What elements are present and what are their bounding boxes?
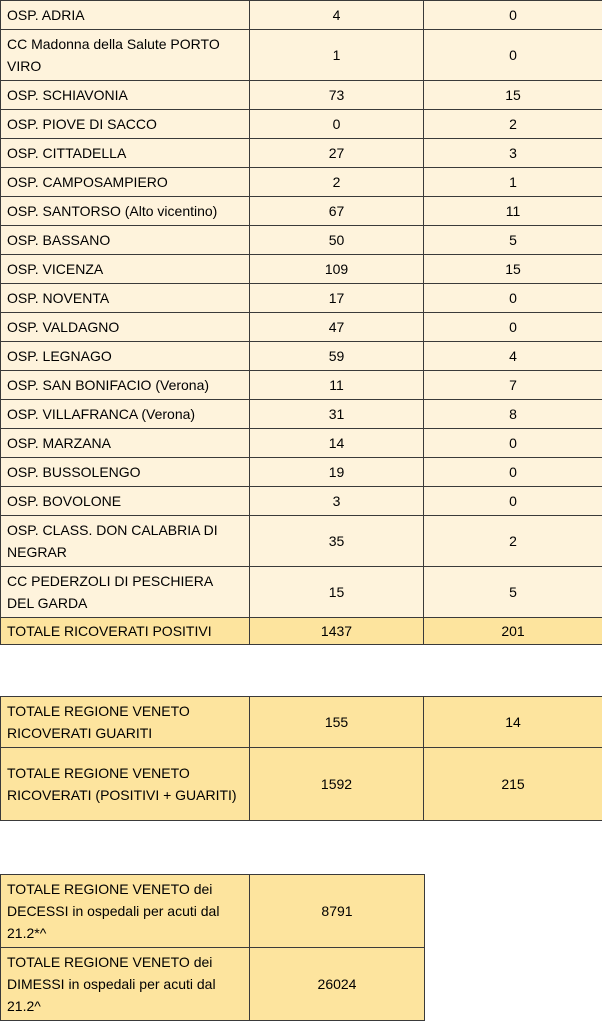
hospital-value-b: 15 [424,255,602,284]
hospital-value-b: 5 [424,567,602,618]
total-row [1,618,602,645]
hospital-value-b: 0 [424,487,602,516]
hospital-value-b: 0 [424,30,602,81]
hospital-value-b: 0 [424,458,602,487]
decessi-value: 8791 [250,875,425,948]
hospital-value-a: 4 [250,1,424,30]
hospital-name: OSP. SCHIAVONIA [1,81,250,110]
hospital-value-b: 15 [424,81,602,110]
hospital-value-b: 4 [424,342,602,371]
hospital-value-a: 11 [250,371,424,400]
table-row [1,197,602,226]
acuti-table [0,874,425,1021]
hospital-value-b: 0 [424,284,602,313]
hospital-name: CC Madonna della Salute PORTO VIRO [1,30,250,81]
hospital-value-b: 0 [424,313,602,342]
hospital-value-b: 2 [424,110,602,139]
table-row [1,1,602,30]
table-row [1,487,602,516]
dimessi-label: TOTALE REGIONE VENETO dei DIMESSI in ospedali per acuti dal 21.2^ [1,948,250,1021]
hospital-name: OSP. CLASS. DON CALABRIA DI NEGRAR [1,516,250,567]
hospital-name: OSP. BUSSOLENGO [1,458,250,487]
table-row [1,516,602,567]
table-row [1,30,602,81]
hospital-name: OSP. VICENZA [1,255,250,284]
total-value-a: 1437 [250,618,424,645]
hospital-value-a: 73 [250,81,424,110]
hospital-name: OSP. LEGNAGO [1,342,250,371]
hospital-value-a: 3 [250,487,424,516]
hospital-value-b: 2 [424,516,602,567]
region-total-label: TOTALE REGIONE VENETO RICOVERATI (POSITIVI + GUARITI) [1,748,250,821]
table-row [1,313,602,342]
hospital-value-a: 19 [250,458,424,487]
table-row [1,255,602,284]
hospital-value-a: 47 [250,313,424,342]
hospital-name: OSP. CAMPOSAMPIERO [1,168,250,197]
dimessi-row [1,948,425,1021]
table-row [1,371,602,400]
region-guariti-row [1,697,602,748]
hospital-name: OSP. VALDAGNO [1,313,250,342]
hospital-value-b: 3 [424,139,602,168]
decessi-label: TOTALE REGIONE VENETO dei DECESSI in ospedali per acuti dal 21.2*^ [1,875,250,948]
hospital-name: OSP. PIOVE DI SACCO [1,110,250,139]
hospital-value-a: 15 [250,567,424,618]
hospital-name: OSP. NOVENTA [1,284,250,313]
hospital-value-a: 109 [250,255,424,284]
hospital-name: OSP. CITTADELLA [1,139,250,168]
hospital-value-a: 59 [250,342,424,371]
hospital-value-a: 14 [250,429,424,458]
hospital-value-a: 2 [250,168,424,197]
decessi-row [1,875,425,948]
table-row [1,226,602,255]
table-row [1,139,602,168]
hospital-value-a: 27 [250,139,424,168]
hospital-name: CC PEDERZOLI DI PESCHIERA DEL GARDA [1,567,250,618]
total-label: TOTALE RICOVERATI POSITIVI [1,618,250,645]
hospital-name: OSP. VILLAFRANCA (Verona) [1,400,250,429]
hospital-name: OSP. BASSANO [1,226,250,255]
table-row [1,567,602,618]
hospital-value-b: 7 [424,371,602,400]
table-row [1,458,602,487]
hospital-value-b: 0 [424,1,602,30]
hospital-name: OSP. SANTORSO (Alto vicentino) [1,197,250,226]
hospital-value-a: 67 [250,197,424,226]
table-row [1,284,602,313]
hospital-value-b: 1 [424,168,602,197]
hospital-value-a: 1 [250,30,424,81]
table-row [1,342,602,371]
hospital-name: OSP. BOVOLONE [1,487,250,516]
hospital-value-a: 50 [250,226,424,255]
hospital-value-b: 0 [424,429,602,458]
dimessi-value: 26024 [250,948,425,1021]
hospital-value-a: 17 [250,284,424,313]
table-row [1,400,602,429]
region-total-b: 215 [424,748,602,821]
hospital-value-a: 0 [250,110,424,139]
total-value-b: 201 [424,618,602,645]
table-row [1,168,602,197]
region-guariti-a: 155 [250,697,424,748]
table-row [1,110,602,139]
region-total-a: 1592 [250,748,424,821]
hospital-value-b: 5 [424,226,602,255]
hospital-name: OSP. ADRIA [1,1,250,30]
region-guariti-b: 14 [424,697,602,748]
table-row [1,81,602,110]
hospital-value-b: 11 [424,197,602,226]
hospital-value-a: 35 [250,516,424,567]
hospital-name: OSP. MARZANA [1,429,250,458]
region-table [0,696,602,821]
hospital-value-a: 31 [250,400,424,429]
table-row [1,429,602,458]
region-total-row [1,748,602,821]
hospital-value-b: 8 [424,400,602,429]
region-guariti-label: TOTALE REGIONE VENETO RICOVERATI GUARITI [1,697,250,748]
hospital-name: OSP. SAN BONIFACIO (Verona) [1,371,250,400]
